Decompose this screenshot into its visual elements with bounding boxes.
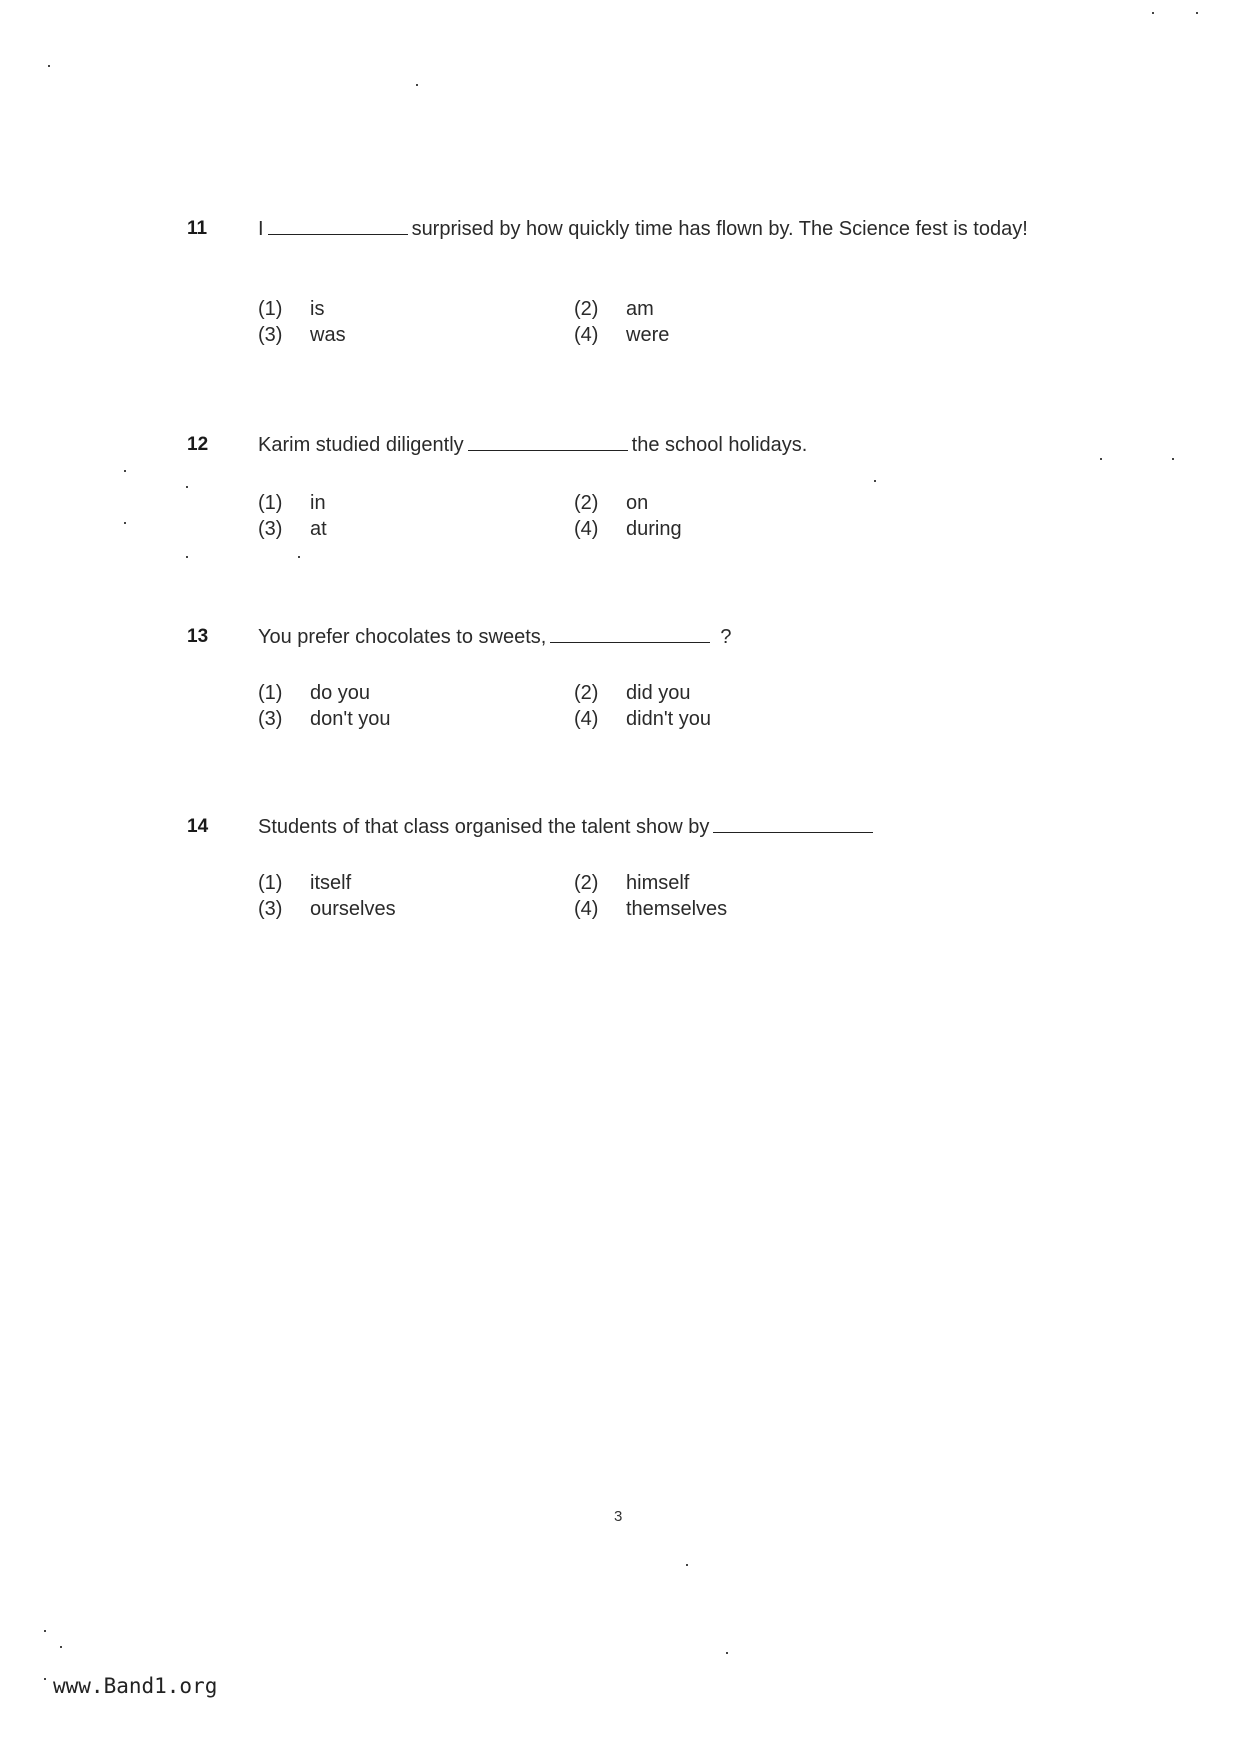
option-number: (2) (574, 298, 599, 320)
option-text: himself (626, 872, 690, 894)
stem-text-before: Karim studied diligently (258, 434, 464, 456)
scan-speck (726, 1652, 728, 1654)
footer-url: www.Band1.org (53, 1674, 218, 1698)
option-3 (258, 322, 346, 348)
scan-speck (416, 84, 418, 86)
option-number: (1) (258, 298, 283, 320)
option-2 (574, 870, 689, 896)
scan-speck (124, 522, 126, 524)
option-text: itself (310, 872, 352, 894)
question-stem (258, 814, 1058, 840)
option-text: didn't you (626, 708, 711, 730)
option-text: were (626, 324, 670, 346)
option-text: was (310, 324, 346, 346)
answer-blank (713, 814, 873, 833)
option-number: (4) (574, 324, 599, 346)
option-number: (3) (258, 518, 283, 540)
option-text: in (310, 492, 326, 514)
option-text: on (626, 492, 649, 514)
option-number: (4) (574, 898, 599, 920)
option-text: ourselves (310, 898, 396, 920)
stem-text-after: the school holidays. (631, 434, 808, 456)
option-number: (3) (258, 324, 283, 346)
option-1 (258, 870, 351, 896)
option-number: (2) (574, 682, 599, 704)
option-text: is (310, 298, 325, 320)
scan-speck (686, 1564, 688, 1566)
question-stem (258, 432, 1058, 458)
option-number: (3) (258, 898, 283, 920)
page-number: 3 (614, 1508, 623, 1525)
option-2 (574, 490, 648, 516)
option-2 (574, 296, 654, 322)
answer-blank (468, 432, 628, 451)
scan-speck (186, 556, 188, 558)
answer-blank (268, 216, 408, 235)
option-1 (258, 680, 370, 706)
scan-speck (1196, 12, 1198, 14)
option-text: themselves (626, 898, 728, 920)
option-4 (574, 516, 682, 542)
option-number: (1) (258, 872, 283, 894)
scan-speck (1172, 458, 1174, 460)
scan-speck (60, 1646, 62, 1648)
option-4 (574, 706, 711, 732)
question-number: 11 (187, 218, 208, 239)
option-4 (574, 322, 669, 348)
scan-speck (874, 480, 876, 482)
option-number: (2) (574, 492, 599, 514)
option-number: (2) (574, 872, 599, 894)
option-text: am (626, 298, 654, 320)
option-number: (3) (258, 708, 283, 730)
option-4 (574, 896, 727, 922)
option-1 (258, 296, 324, 322)
scan-speck (1152, 12, 1154, 14)
option-3 (258, 516, 327, 542)
scan-speck (48, 65, 50, 67)
option-text: at (310, 518, 327, 540)
option-text: do you (310, 682, 371, 704)
option-2 (574, 680, 691, 706)
answer-blank (550, 624, 710, 643)
scan-speck (186, 486, 188, 488)
scan-speck (44, 1630, 46, 1632)
option-number: (1) (258, 492, 283, 514)
scan-speck (298, 556, 300, 558)
scan-speck (124, 470, 126, 472)
scan-speck (1100, 458, 1102, 460)
stem-text-before: I (258, 218, 264, 240)
option-3 (258, 706, 391, 732)
scan-speck (44, 1678, 46, 1680)
stem-text-after: ? (720, 626, 732, 648)
question-stem (258, 624, 1058, 650)
option-number: (4) (574, 708, 599, 730)
question-number: 13 (187, 626, 209, 647)
stem-text-before: Students of that class organised the talent show by (258, 816, 710, 838)
option-text: did you (626, 682, 691, 704)
question-number: 12 (187, 434, 209, 455)
option-3 (258, 896, 396, 922)
stem-text-after: surprised by how quickly time has flown by. The Science fest is today! (411, 218, 1028, 240)
option-text: don't you (310, 708, 391, 730)
question-stem (258, 216, 1058, 242)
option-text: during (626, 518, 682, 540)
option-number: (4) (574, 518, 599, 540)
option-number: (1) (258, 682, 283, 704)
stem-text-before: You prefer chocolates to sweets, (258, 626, 547, 648)
option-1 (258, 490, 326, 516)
question-number: 14 (187, 816, 209, 837)
